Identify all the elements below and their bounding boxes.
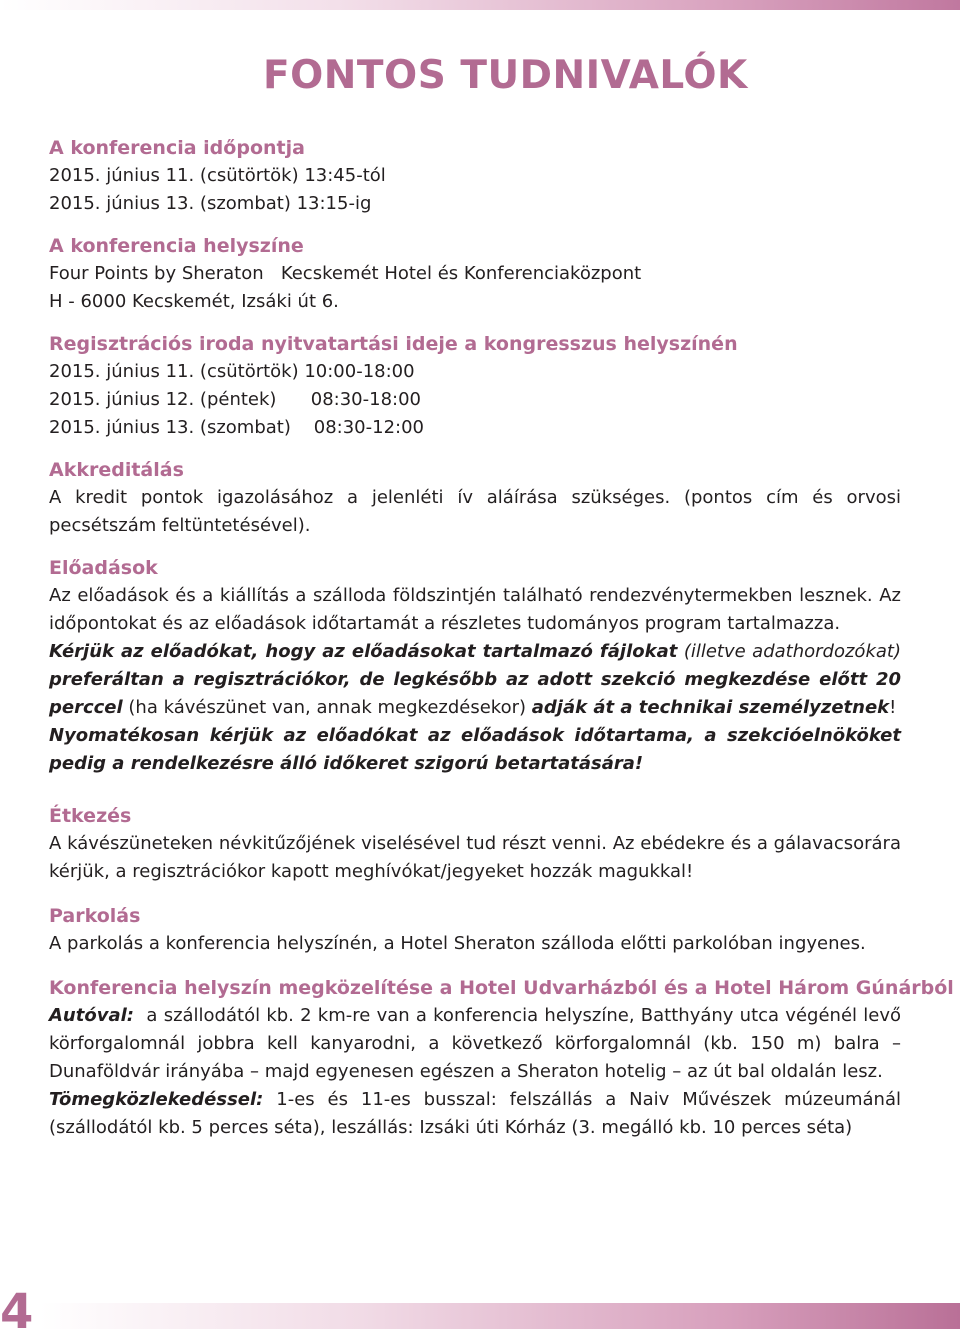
lectures-italic-text: (illetve adathordozókat) [677, 641, 901, 662]
top-decorative-bar [0, 0, 960, 10]
bottom-decorative-bar [40, 1303, 960, 1329]
venue-line: H - 6000 Kecskemét, Izsáki út 6. [49, 291, 339, 312]
access-transit-label: Tömegközlekedéssel: [49, 1089, 264, 1110]
heading-access: Konferencia helyszín megközelítése a Hotel Udvarházból és a Hotel Három Gúnárból [49, 977, 954, 999]
lectures-text: (ha kávészünet van, annak megkezdésekor) [122, 697, 532, 718]
heading-dates: A konferencia időpontja [49, 137, 305, 159]
section-lectures [49, 554, 901, 778]
registration-hours-line: 2015. június 12. (péntek) 08:30-18:00 [49, 389, 422, 410]
heading-accreditation: Akkreditálás [49, 459, 184, 481]
access-car-label: Autóval: [49, 1005, 134, 1026]
section-parking [49, 902, 901, 958]
heading-lectures: Előadások [49, 557, 158, 579]
lectures-bold-text: Kérjük az előadókat, hogy az előadásokat tartalmazó fájlokat [49, 641, 678, 662]
registration-hours-line: 2015. június 13. (szombat) 08:30-12:00 [49, 417, 424, 438]
lectures-time-request: Nyomatékosan kérjük az előadókat az előadások időtartama, a szekcióelnököket pedig a rendelkezésre álló időkeret szigorú betartatására! [49, 725, 901, 774]
venue-line: Four Points by Sheraton Kecskemét Hotel és Konferenciaközpont [49, 263, 642, 284]
section-accreditation [49, 456, 901, 540]
accreditation-text: A kredit pontok igazolásához a jelenléti ív aláírása szükséges. (pontos cím és orvosi pecsétszám feltüntetésével). [49, 487, 901, 536]
catering-text: A kávészüneteken névkitűzőjének viselésével tud részt venni. Az ebédekre és a gálavacsorára kérjük, a regisztrációkor kapott meghívókat/jegyeket hozzák magukkal! [49, 833, 901, 882]
registration-hours-line: 2015. június 11. (csütörtök) 10:00-18:00 [49, 361, 415, 382]
document-body [49, 134, 954, 1156]
heading-catering: Étkezés [49, 805, 132, 827]
access-by-transit [49, 1086, 901, 1142]
section-venue [49, 232, 901, 316]
section-dates [49, 134, 901, 218]
access-car-text: a szállodától kb. 2 km-re van a konferencia helyszíne, Batthyány utca végénél levő körforgalomnál jobbra kell kanyarodni, a következő körforgalomnál (kb. 150 m) balra – Dunaföldvár irányába – majd egyenesen egészen a Sheraton hotelig – az út bal oldalán lesz. [49, 1005, 907, 1082]
lectures-bold-text: preferáltan a regisztrációkor, de legkésőbb az adott szekció megkezdése előtt 20 perccel [49, 669, 901, 718]
parking-text: A parkolás a konferencia helyszínén, a Hotel Sheraton szálloda előtti parkolóban ingyenes. [49, 933, 866, 954]
lectures-instructions [49, 638, 901, 722]
page-number: 4 [0, 1284, 34, 1340]
section-access [49, 974, 954, 1142]
date-line: 2015. június 13. (szombat) 13:15-ig [49, 193, 372, 214]
page-title: FONTOS TUDNIVALÓK [263, 53, 748, 98]
heading-registration: Regisztrációs iroda nyitvatartási ideje a kongresszus helyszínén [49, 333, 738, 355]
heading-parking: Parkolás [49, 905, 141, 927]
section-catering [49, 802, 901, 886]
lectures-text: ! [889, 697, 897, 718]
access-by-car [49, 1002, 907, 1086]
access-transit-text: 1-es és 11-es busszal: felszállás a Naiv Művészek múzeumánál (szállodától kb. 5 perces séta), leszállás: Izsáki úti Kórház (3. megálló kb. 10 perces séta) [49, 1089, 901, 1138]
lectures-intro-text: Az előadások és a kiállítás a szálloda földszintjén található rendezvénytermekben lesznek. Az időpontokat és az előadások időtartamát a részletes tudományos program tartalmazza. [49, 585, 901, 634]
heading-venue: A konferencia helyszíne [49, 235, 304, 257]
lectures-bold-text: adják át a technikai személyzetnek [531, 697, 890, 718]
section-registration [49, 330, 901, 442]
date-line: 2015. június 11. (csütörtök) 13:45-tól [49, 165, 386, 186]
